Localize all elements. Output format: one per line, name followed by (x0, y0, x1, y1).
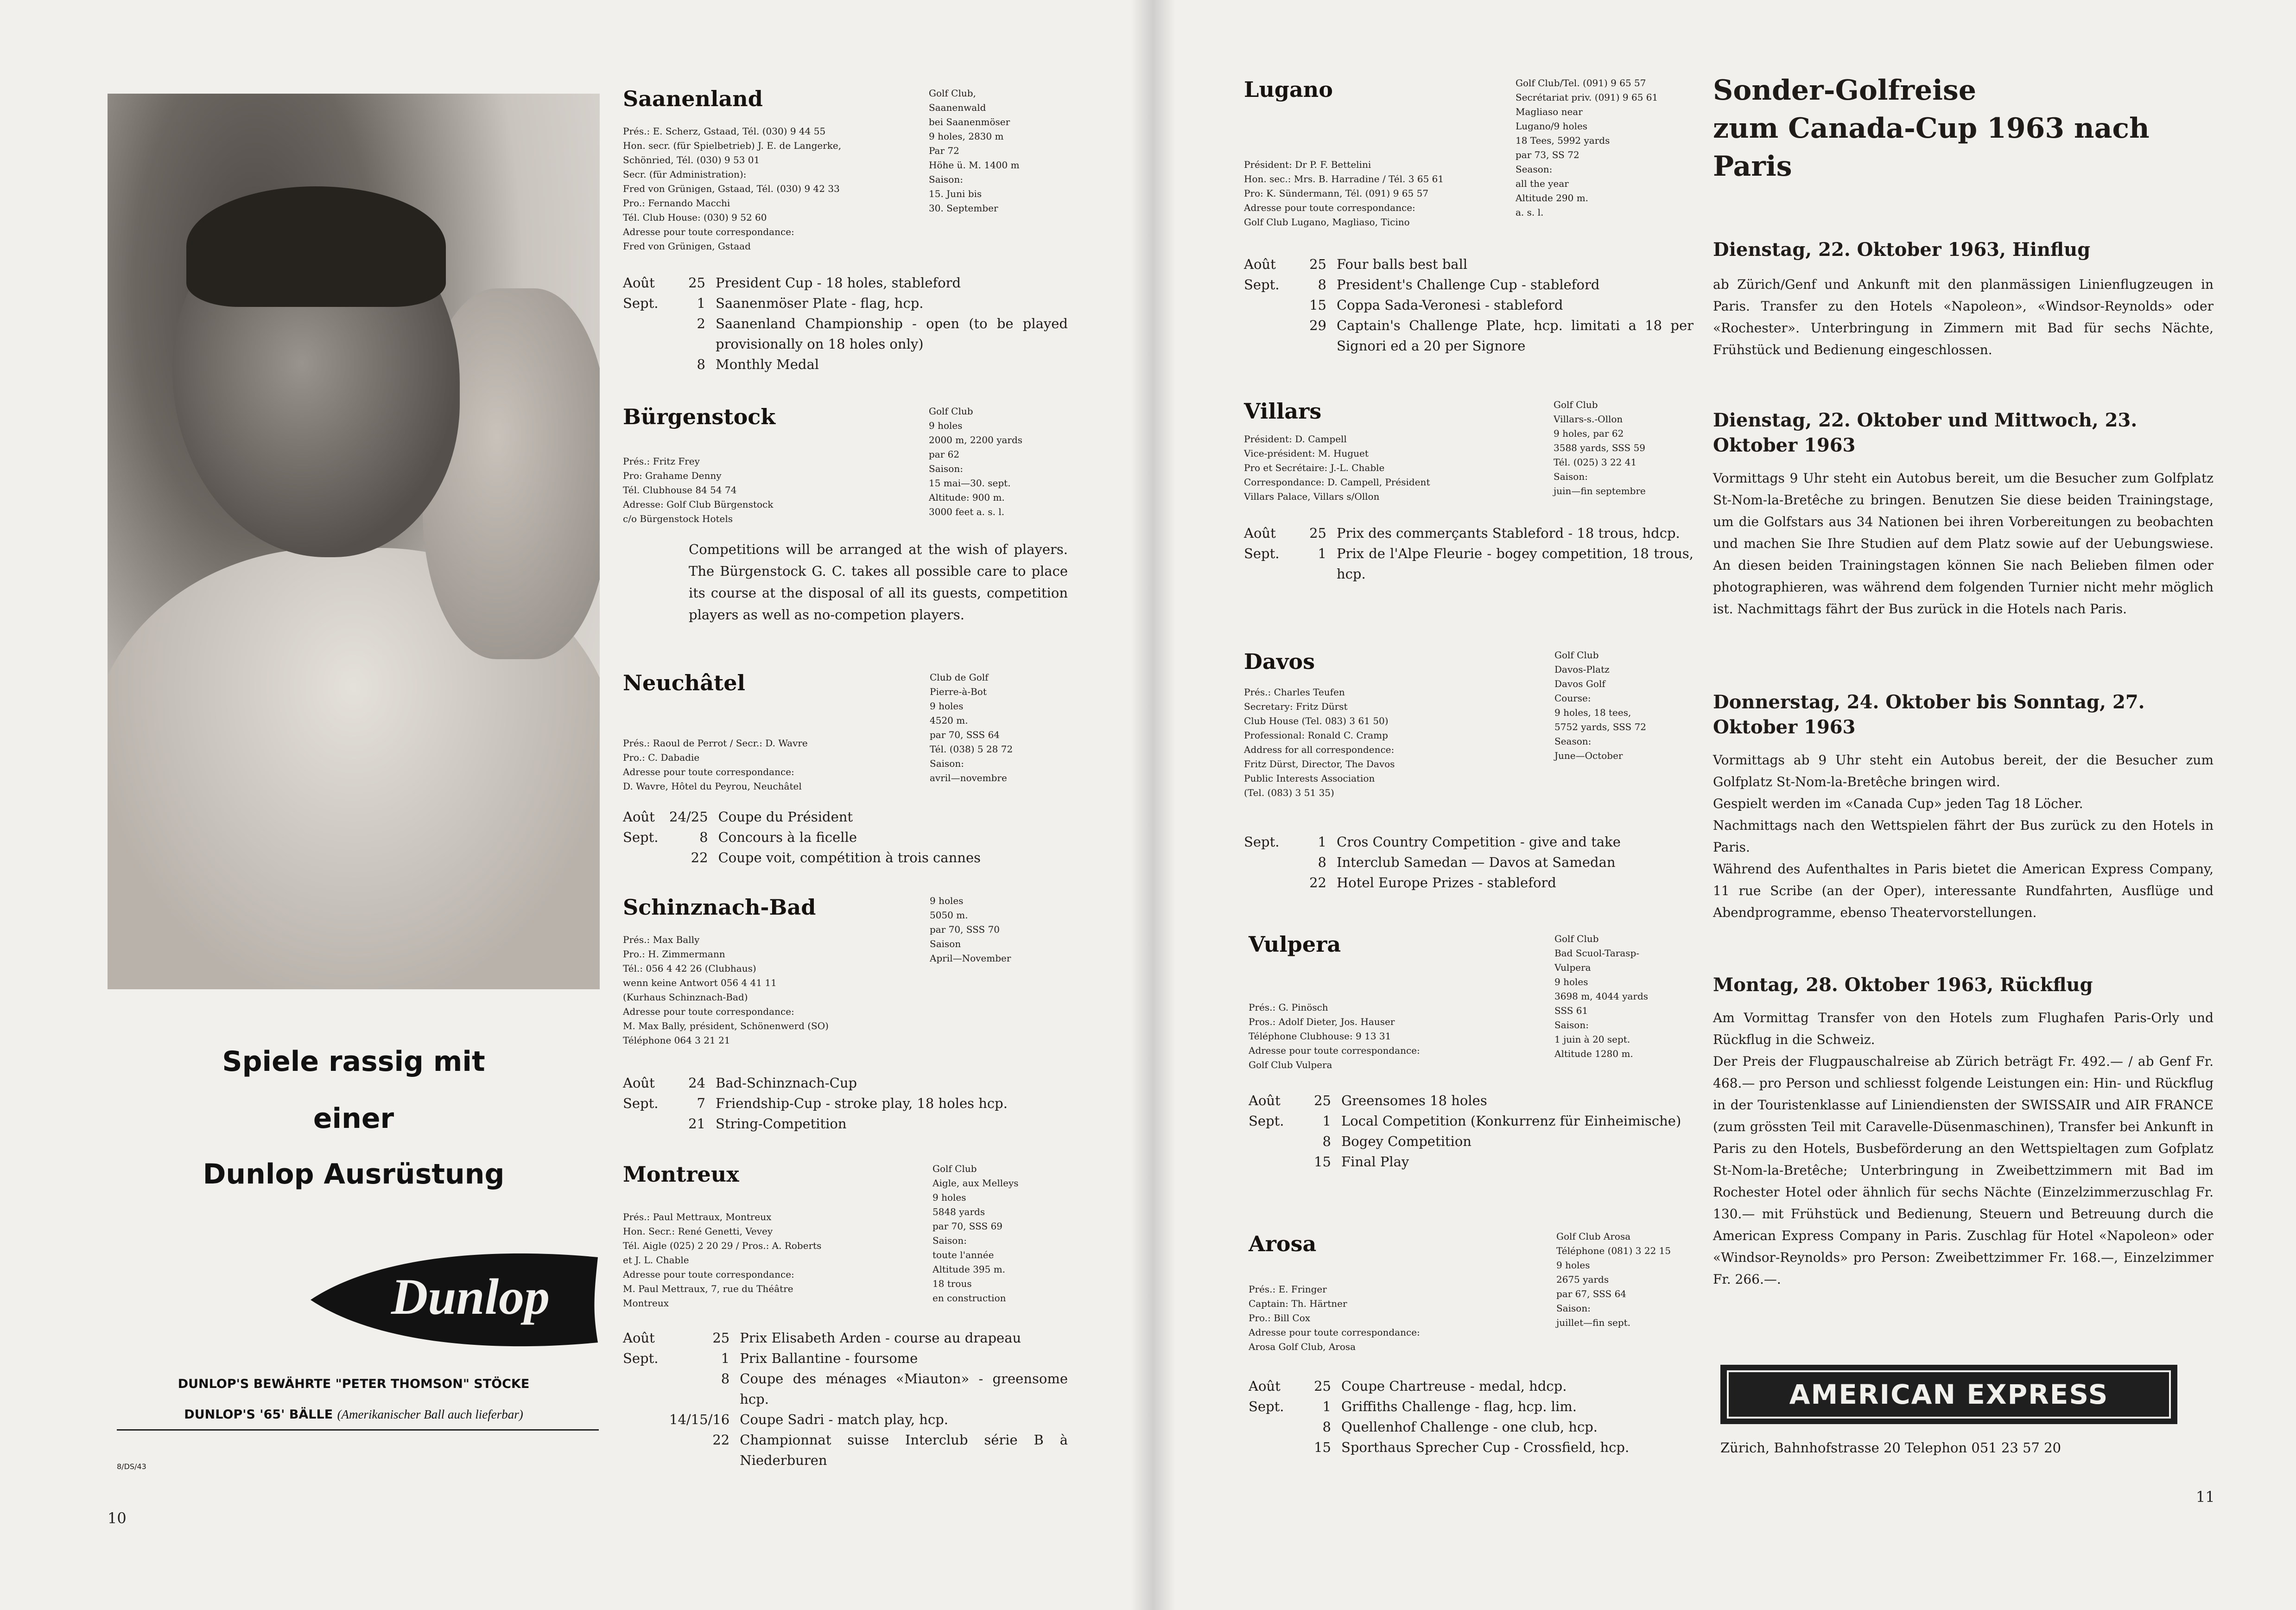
page-number-right: 11 (2196, 1488, 2215, 1506)
club-events (1249, 1376, 1693, 1457)
club-course-details: 9 holes 5050 m. par 70, SSS 70 Saison April—November (930, 895, 1011, 964)
club-name: Neuchâtel (623, 670, 746, 695)
article-heading: Donnerstag, 24. Oktober bis Sonntag, 27. Oktober 1963 (1713, 691, 2145, 738)
club-info: Prés.: E. Scherz, Gstaad, Tél. (030) 9 44 55 Hon. secr. (für Spielbetrieb) J. E. de Langerke, Schönried, Tél. (030) 9 53 01 Secr. (für Administration): Fred von Grünigen, Gstaad, Tél. (030) 9 42 33 Pro.: Fernando Macchi Tél. Club House: (030) 9 52 60 Adresse pour toute correspondance: Fred von Grünigen, Gstaad (623, 126, 842, 252)
event-row: 8 Interclub Samedan — Davos at Samedan (1318, 854, 1616, 870)
event-row: Août 25 Coupe Chartreuse - medal, hdcp. (1249, 1378, 1567, 1394)
event-row: Sept. 8 Concours à la ficelle (623, 829, 857, 845)
club-name: Saanenland (623, 86, 763, 111)
ad-line-balls-note: (Amerikanischer Ball auch lieferbar) (337, 1407, 523, 1421)
article-heading: Dienstag, 22. Oktober und Mittwoch, 23. Oktober 1963 (1713, 409, 2137, 456)
american-express-logo-text: AMERICAN EXPRESS (1727, 1370, 2171, 1419)
club-events (623, 1328, 1068, 1470)
event-row: 21 String-Competition (688, 1116, 847, 1132)
club-name: Lugano (1244, 77, 1333, 102)
event-row: 15 Final Play (1314, 1154, 1409, 1170)
ad-slogan-line-2: einer (313, 1102, 394, 1135)
club-note: Competitions will be arranged at the wish of players. The Bürgenstock G. C. takes all possible care to place its course at the disposal of all its guests, competition players as well as no-competion players. (689, 541, 1068, 623)
event-row: Août 24/25 Coupe du Président (623, 809, 853, 825)
american-express-address: Zürich, Bahnhofstrasse 20 Telephon 051 23 57 20 (1720, 1440, 2061, 1456)
event-row: Août 25 Prix Elisabeth Arden - course au drapeau (623, 1330, 1021, 1346)
event-row: Sept. 1 Cros Country Competition - give and take (1244, 834, 1621, 850)
club-info: Prés.: Max Bally Pro.: H. Zimmermann Tél.: 056 4 42 26 (Clubhaus) wenn keine Antwort 056 4 41 11 (Kurhaus Schinznach-Bad) Adresse pour toute correspondance: M. Max Bally, président, Schönenwerd (SO) Téléphone 064 3 21 21 (623, 934, 829, 1046)
dunlop-logo (306, 1244, 603, 1355)
article-heading: Dienstag, 22. Oktober 1963, Hinflug (1713, 239, 2091, 261)
club-course-details: Golf Club Bad Scuol-Tarasp- Vulpera 9 holes 3698 m, 4044 yards SSS 61 Saison: 1 juin à 20 sept. Altitude 1280 m. (1554, 933, 1649, 1059)
event-row: 8 Coupe des ménages «Miauton» - greensome hcp. (721, 1371, 1068, 1407)
club-events (1244, 523, 1693, 584)
club-name: Davos (1244, 649, 1315, 674)
club-events (1249, 1090, 1693, 1172)
event-row: 22 Hotel Europe Prizes - stableford (1309, 875, 1556, 891)
club-events (623, 807, 1054, 868)
club-events (623, 273, 1068, 375)
event-row: Août 24 Bad-Schinznach-Cup (623, 1075, 857, 1091)
club-section-davos (1244, 649, 1693, 891)
club-course-details: Club de Golf Pierre-à-Bot 9 holes 4520 m. par 70, SSS 64 Tél. (038) 5 28 72 Saison: avril—novembre (930, 672, 1013, 783)
ad-line-sticks: DUNLOP'S BEWÄHRTE "PETER THOMSON" STÖCKE (178, 1377, 530, 1391)
club-name: Villars (1244, 399, 1322, 424)
club-name: Arosa (1249, 1231, 1317, 1256)
article-block-tournament: Donnerstag, 24. Oktober bis Sonntag, 27. Oktober 1963 Vormittags ab 9 Uhr steht ein Autobus bereit, der die Besucher zum Golfplatz St-Nom-la-Bretêche bringen wird. Gespielt werden im «Canada Cup» jeden Tag 18 Löcher. Nachmittags nach den Wettspielen fährt der Bus zurück zu den Hotels in Paris. Während des Aufenthaltes in Paris bietet die American Express Company, 11 rue Scribe (an der Oper), interessante Rundfahrten, Ausflüge und Abendprogramme, ebenso Theatervorstellungen. (1713, 690, 2214, 923)
club-section-lugano (1244, 77, 1693, 354)
ad-slogan-line-3: Dunlop Ausrüstung (203, 1158, 505, 1190)
event-row: Août 25 President Cup - 18 holes, stableford (623, 275, 961, 291)
club-events (1244, 254, 1693, 356)
club-course-details: Golf Club Arosa Téléphone (081) 3 22 15 9 holes 2675 yards par 67, SSS 64 Saison: juillet—fin sept. (1556, 1231, 1671, 1328)
event-row: 22 Coupe voit, compétition à trois cannes (691, 850, 981, 865)
golfer-photo (108, 94, 600, 989)
club-info: Prés.: E. Fringer Captain: Th. Härtner Pro.: Bill Cox Adresse pour toute correspondance: Arosa Golf Club, Arosa (1249, 1284, 1420, 1352)
club-course-details: Golf Club, Saanenwald bei Saanenmöser 9 holes, 2830 m Par 72 Höhe ü. M. 1400 m Saison: 15. Juni bis 30. September (929, 88, 1020, 214)
event-row: 22 Championnat suisse Interclub série B à Niederburen (712, 1432, 1068, 1468)
event-row: 15 Coppa Sada-Veronesi - stableford (1309, 297, 1563, 313)
club-course-details: Golf Club Aigle, aux Melleys 9 holes 5848 yards par 70, SSS 69 Saison: toute l'année Altitude 395 m. 18 trous en construction (932, 1163, 1019, 1304)
ad-code: 8/DS/43 (117, 1462, 146, 1471)
book-gutter (1131, 0, 1175, 1610)
event-row: Août 25 Prix des commerçants Stableford - 18 trous, hdcp. (1244, 525, 1680, 541)
club-section-schinznach-bad (623, 895, 1068, 1132)
club-course-details: Golf Club/Tel. (091) 9 65 57 Secrétariat priv. (091) 9 65 61 Magliaso near Lugano/9 holes 18 Tees, 5992 yards par 73, SS 72 Season: all the year Altitude 290 m. a. s. l. (1516, 77, 1658, 218)
club-section-neuchatel (623, 670, 1068, 865)
event-row: 2 Saanenland Championship - open (to be played provisionally on 18 holes only) (697, 316, 1068, 352)
club-info: Prés.: Charles Teufen Secretary: Fritz Dürst Club House (Tel. 083) 3 61 50) Professional: Ronald C. Cramp Address for all correspondence: Fritz Dürst, Director, The Davos Public Interests Association (Tel. (083) 3 51 35) (1244, 687, 1395, 798)
club-name: Montreux (623, 1162, 739, 1187)
article-title: Sonder-Golfreise zum Canada-Cup 1963 nach Paris (1713, 74, 2150, 183)
event-row: Sept. 1 Local Competition (Konkurrenz für Einheimische) (1249, 1113, 1681, 1129)
club-info: Prés.: Raoul de Perrot / Secr.: D. Wavre Pro.: C. Dabadie Adresse pour toute correspondance: D. Wavre, Hôtel du Peyrou, Neuchâtel (623, 738, 808, 792)
club-section-montreux (623, 1162, 1068, 1468)
article-block-departure: Dienstag, 22. Oktober 1963, Hinflug ab Zürich/Genf und Ankunft mit den planmässigen Linienflugzeugen in Paris. Transfer zu den Hotels «Napoleon», «Windsor-Reynolds» oder «Rochester». Unterbringung in Zimmern mit Bad für sechs Nächte, Frühstück und Bedienung eingeschlossen. (1713, 237, 2214, 361)
club-course-details: Golf Club Davos-Platz Davos Golf Course: 9 holes, 18 tees, 5752 yards, SSS 72 Season: June—October (1554, 649, 1647, 761)
event-row: Sept. 8 President's Challenge Cup - stableford (1244, 277, 1600, 293)
event-row: Sept. 1 Prix de l'Alpe Fleurie - bogey competition, 18 trous, hcp. (1244, 546, 1693, 582)
club-section-vulpera (1249, 932, 1693, 1170)
club-name: Vulpera (1249, 932, 1341, 957)
ad-line-balls: DUNLOP'S '65' BÄLLE (Amerikanischer Ball auch lieferbar) (184, 1407, 523, 1422)
club-info: Prés.: Fritz Frey Pro: Grahame Denny Tél. Clubhouse 84 54 74 Adresse: Golf Club Bürgenstock c/o Bürgenstock Hotels (623, 456, 774, 524)
club-section-arosa (1249, 1231, 1693, 1455)
event-row: 29 Captain's Challenge Plate, hcp. limitati a 18 per Signori ed a 20 per Signore (1309, 318, 1693, 354)
event-row: 8 Quellenhof Challenge - one club, hcp. (1322, 1419, 1598, 1435)
club-info: Président: D. Campell Vice-président: M. Huguet Pro et Secrétaire: J.-L. Chable Correspondance: D. Campell, Président Villars Palace, Villars s/Ollon (1244, 433, 1430, 502)
article-block-return: Montag, 28. Oktober 1963, Rückflug Am Vormittag Transfer von den Hotels zum Flughafen Paris-Orly und Rückflug in die Schweiz. Der Preis der Flugpauschalreise ab Zürich beträgt Fr. 492.— / ab Genf Fr. 468.— pro Person und schliesst folgende Leistungen ein: Hin- und Rückflug in der Touristenklasse auf Liniendiensten der SWISSAIR und AIR FRANCE (zum grössten Teil mit Caravelle-Düsenmaschinen), Transfer bei Ankunft in Paris zu den Hotels, Busbeförderung an den Wettspieltagen zum Gofplatz St-Nom-la-Bretêche; Unterbringung in Zweibettzimmern mit Bad im Rochester Hotel oder ähnlich für sechs Nächte (Einzelzimmerzuschlag Fr. 130.— mit Frühstück und Bedienung, Steuern und Betreuung durch die American Express Company in Paris. Zuschlag für Hotel «Napoleon» oder «Windsor-Reynolds» pro Person: Zweibettzimmer Fr. 168.—, Einzelzimmer Fr. 266.—. (1713, 973, 2214, 1290)
event-row: 14/15/16 Coupe Sadri - match play, hcp. (669, 1412, 948, 1427)
page-number-left: 10 (108, 1509, 127, 1527)
club-events (623, 1073, 1068, 1134)
american-express-logo (1720, 1365, 2177, 1424)
event-row: Août 25 Greensomes 18 holes (1249, 1093, 1487, 1108)
event-row: Sept. 7 Friendship-Cup - stroke play, 18 holes hcp. (623, 1095, 1008, 1111)
club-info: Prés.: G. Pinösch Pros.: Adolf Dieter, Jos. Hauser Téléphone Clubhouse: 9 13 31 Adresse pour toute correspondance: Golf Club Vulpera (1249, 1002, 1420, 1070)
event-row: Sept. 1 Saanenmöser Plate - flag, hcp. (623, 295, 924, 311)
club-name: Schinznach-Bad (623, 895, 816, 920)
ad-slogan-line-1: Spiele rassig mit (222, 1045, 485, 1078)
club-section-saanenland (623, 86, 1068, 372)
club-section-buergenstock (623, 404, 1068, 623)
dunlop-logo-text: Dunlop (391, 1268, 550, 1325)
club-events (1244, 832, 1693, 893)
event-row: Sept. 1 Prix Ballantine - foursome (623, 1350, 918, 1366)
club-info: Prés.: Paul Mettraux, Montreux Hon. Secr.: René Genetti, Vevey Tél. Aigle (025) 2 20 29 / Pros.: A. Roberts et J. L. Chable Adresse pour toute correspondance: M. Paul Mettraux, 7, rue du Théâtre Montreux (623, 1211, 822, 1309)
event-row: 8 Bogey Competition (1322, 1133, 1471, 1149)
article-heading: Montag, 28. Oktober 1963, Rückflug (1713, 974, 2093, 996)
ad-rule (117, 1429, 599, 1431)
event-row: Août 25 Four balls best ball (1244, 256, 1468, 272)
event-row: 8 Monthly Medal (697, 356, 819, 372)
club-name: Bürgenstock (623, 404, 776, 429)
club-course-details: Golf Club Villars-s.-Ollon 9 holes, par 62 3588 yards, SSS 59 Tél. (025) 3 22 41 Saison: juin—fin septembre (1554, 399, 1646, 496)
event-row: Sept. 1 Griffiths Challenge - flag, hcp. lim. (1249, 1399, 1577, 1414)
club-course-details: Golf Club 9 holes 2000 m, 2200 yards par 62 Saison: 15 mai—30. sept. Altitude: 900 m. 3000 feet a. s. l. (929, 406, 1023, 517)
event-row: 15 Sporthaus Sprecher Cup - Crossfield, hcp. (1314, 1439, 1630, 1455)
club-info: Président: Dr P. F. Bettelini Hon. sec.: Mrs. B. Harradine / Tél. 3 65 61 Pro: K. Sündermann, Tél. (091) 9 65 57 Adresse pour toute correspondance: Golf Club Lugano, Magliaso, Ticino (1244, 159, 1444, 228)
article-block-training: Dienstag, 22. Oktober und Mittwoch, 23. Oktober 1963 Vormittags 9 Uhr steht ein Autobus bereit, um die Besucher zum Golfplatz St-Nom-la-Bretêche zu bringen. Benutzen Sie diese beiden Trainingstage, um die Golfstars aus 34 Nationen bei ihren Vorbereitungen zu beobachten und machen Sie Ihre Studien auf dem Platz sowie auf der Uebungswiese. An diesen beiden Trainingstagen können Sie nach Belieben filmen oder photographieren, was während dem folgenden Turnier nicht mehr möglich ist. Nachmittags fährt der Bus zurück in die Hotels nach Paris. (1713, 408, 2214, 620)
club-section-villars (1244, 399, 1693, 582)
